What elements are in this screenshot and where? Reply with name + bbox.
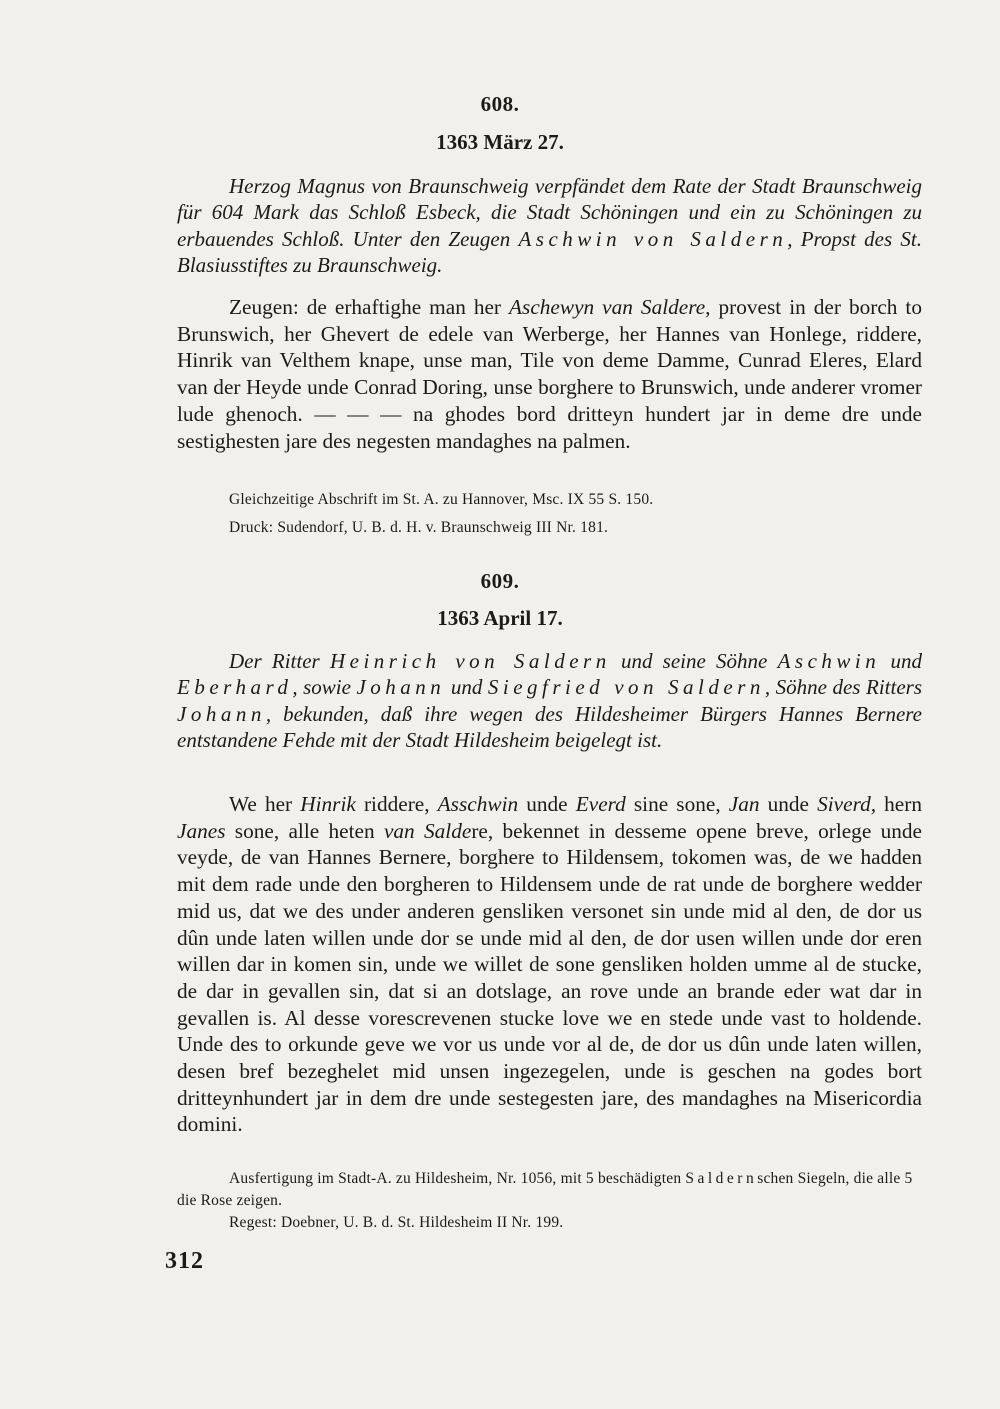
regest-note: Regest: Doebner, U. B. d. St. Hildesheim II Nr. 199. xyxy=(229,1214,564,1231)
person-name: Hinrik xyxy=(300,792,356,816)
entry-regest xyxy=(177,173,922,279)
person-name: Aschwin von Saldern xyxy=(518,226,788,251)
person-name: Asschwin xyxy=(437,792,519,816)
entry-regest xyxy=(177,648,922,754)
family-name: van Salde xyxy=(383,818,472,843)
note-text: schen Siegeln, die alle 5 die Rose zeigen. xyxy=(177,1170,913,1209)
entry-text xyxy=(177,791,922,1138)
entry-number: 608. xyxy=(480,92,520,116)
person-name: Johann xyxy=(356,675,446,700)
person-name: Everd xyxy=(575,792,626,816)
regest-text: , Propst des St. Blasiusstiftes zu Braunschweig. xyxy=(177,226,922,278)
regest-text: , sowie xyxy=(292,675,357,700)
text-run: hern xyxy=(876,792,923,816)
text-run: Zeugen: de erhaftighe man her xyxy=(229,295,510,319)
text-run: unde xyxy=(518,792,576,816)
print-note: Druck: Sudendorf, U. B. d. H. v. Braunschweig III Nr. 181. xyxy=(229,519,609,536)
person-name: Jan xyxy=(728,792,760,816)
note-text: Ausfertigung im Stadt-A. zu Hildesheim, Nr. 1056, mit 5 beschädigten xyxy=(229,1170,686,1187)
regest-text: und seine Söhne xyxy=(610,649,778,673)
text-run: sone, alle heten xyxy=(225,818,384,843)
text-run: sine sone, xyxy=(625,792,729,816)
person-name: Johann xyxy=(177,701,266,726)
regest-text: und xyxy=(880,649,923,673)
entry-number: 609. xyxy=(480,569,520,593)
entry-text xyxy=(177,294,922,454)
person-name: Heinrich von Saldern xyxy=(329,649,611,673)
person-name: Janes xyxy=(177,818,226,843)
regest-text: , Söhne des Ritters xyxy=(764,675,923,700)
person-name: Aschewyn van Saldere, xyxy=(509,295,711,319)
regest-text: und xyxy=(445,675,488,700)
person-name: Siverd, xyxy=(817,792,877,816)
person-name: Aschwin xyxy=(777,649,881,673)
text-run: provest in der borch to Brunswich, her Ghevert de edele van Werberge, her Hannes van Honlege, riddere, Hinrik van Velthem knape, unse man, Tile von deme Damme, Cunrad Eleres, Elard van der Heyde unde Conrad Doring, unse borghere to Brunswich, unde anderer vromer lude ghenoch. — — — na ghodes bord dritteyn hundert jar in deme dre unde sestighesten jare des negesten mandaghes na palmen. xyxy=(177,295,922,453)
regest-text: Herzog Magnus von Braunschweig verpfändet dem Rate der Stadt Braunschweig für 604 Mark das Schloß Esbeck, die Stadt Schöningen und ein zu Schöningen zu erbauendes Schloß. Unter den Zeugen xyxy=(177,174,922,251)
regest-text: Der Ritter xyxy=(229,649,330,673)
text-run: re, bekennet in desseme opene breve, orlege unde veyde, de van Hannes Bernere, borghere to Hildensem, tokomen was, de we hadden mit dem rade unde den borgheren to Hildensem unde de rat unde de borghere wedder mid us, dat we des under anderen gensliken versonet sin unde mid al den, de dor us dûn unde laten willen unde dor se unde mid al den, de dor usen willen unde dor eren willen dar in komen sin, unde we willet de sone gensliken holden umme al de stucke, de dar in gevallen sin, dat si an dotslage, an rove unde an brande eder wat dar in gevallen is. Al desse vorescrevenen stucke love we en stede unde vast to holdende. Unde des to orkunde geve we vor us unde vor al de, de dor us dûn unde laten willen, desen bref bezeghelet mid unsen ingezegelen, unde is geschen na godes bort dritteynhundert jar in dem dre unde sestegesten jare, des mandaghes na Misericordia domini. xyxy=(177,818,922,1137)
entry-date: 1363 April 17. xyxy=(437,606,563,630)
text-run: We her xyxy=(229,792,301,816)
regest-text: , bekunden, daß ihre wegen des Hildesheimer Bürgers Hannes Bernere entstandene Fehde mit der Stadt Hildesheim beigelegt ist. xyxy=(177,701,922,753)
text-run: riddere, xyxy=(355,792,438,816)
source-note: Gleichzeitige Abschrift im St. A. zu Hannover, Msc. IX 55 S. 150. xyxy=(229,491,654,508)
text-run: unde xyxy=(759,792,818,816)
page-number: 312 xyxy=(165,1248,204,1274)
person-name: Eberhard xyxy=(177,675,293,700)
person-name: Siegfried von Saldern xyxy=(487,675,765,700)
entry-date: 1363 März 27. xyxy=(436,130,564,154)
family-name: Saldern xyxy=(685,1170,758,1187)
source-note xyxy=(177,1168,922,1212)
